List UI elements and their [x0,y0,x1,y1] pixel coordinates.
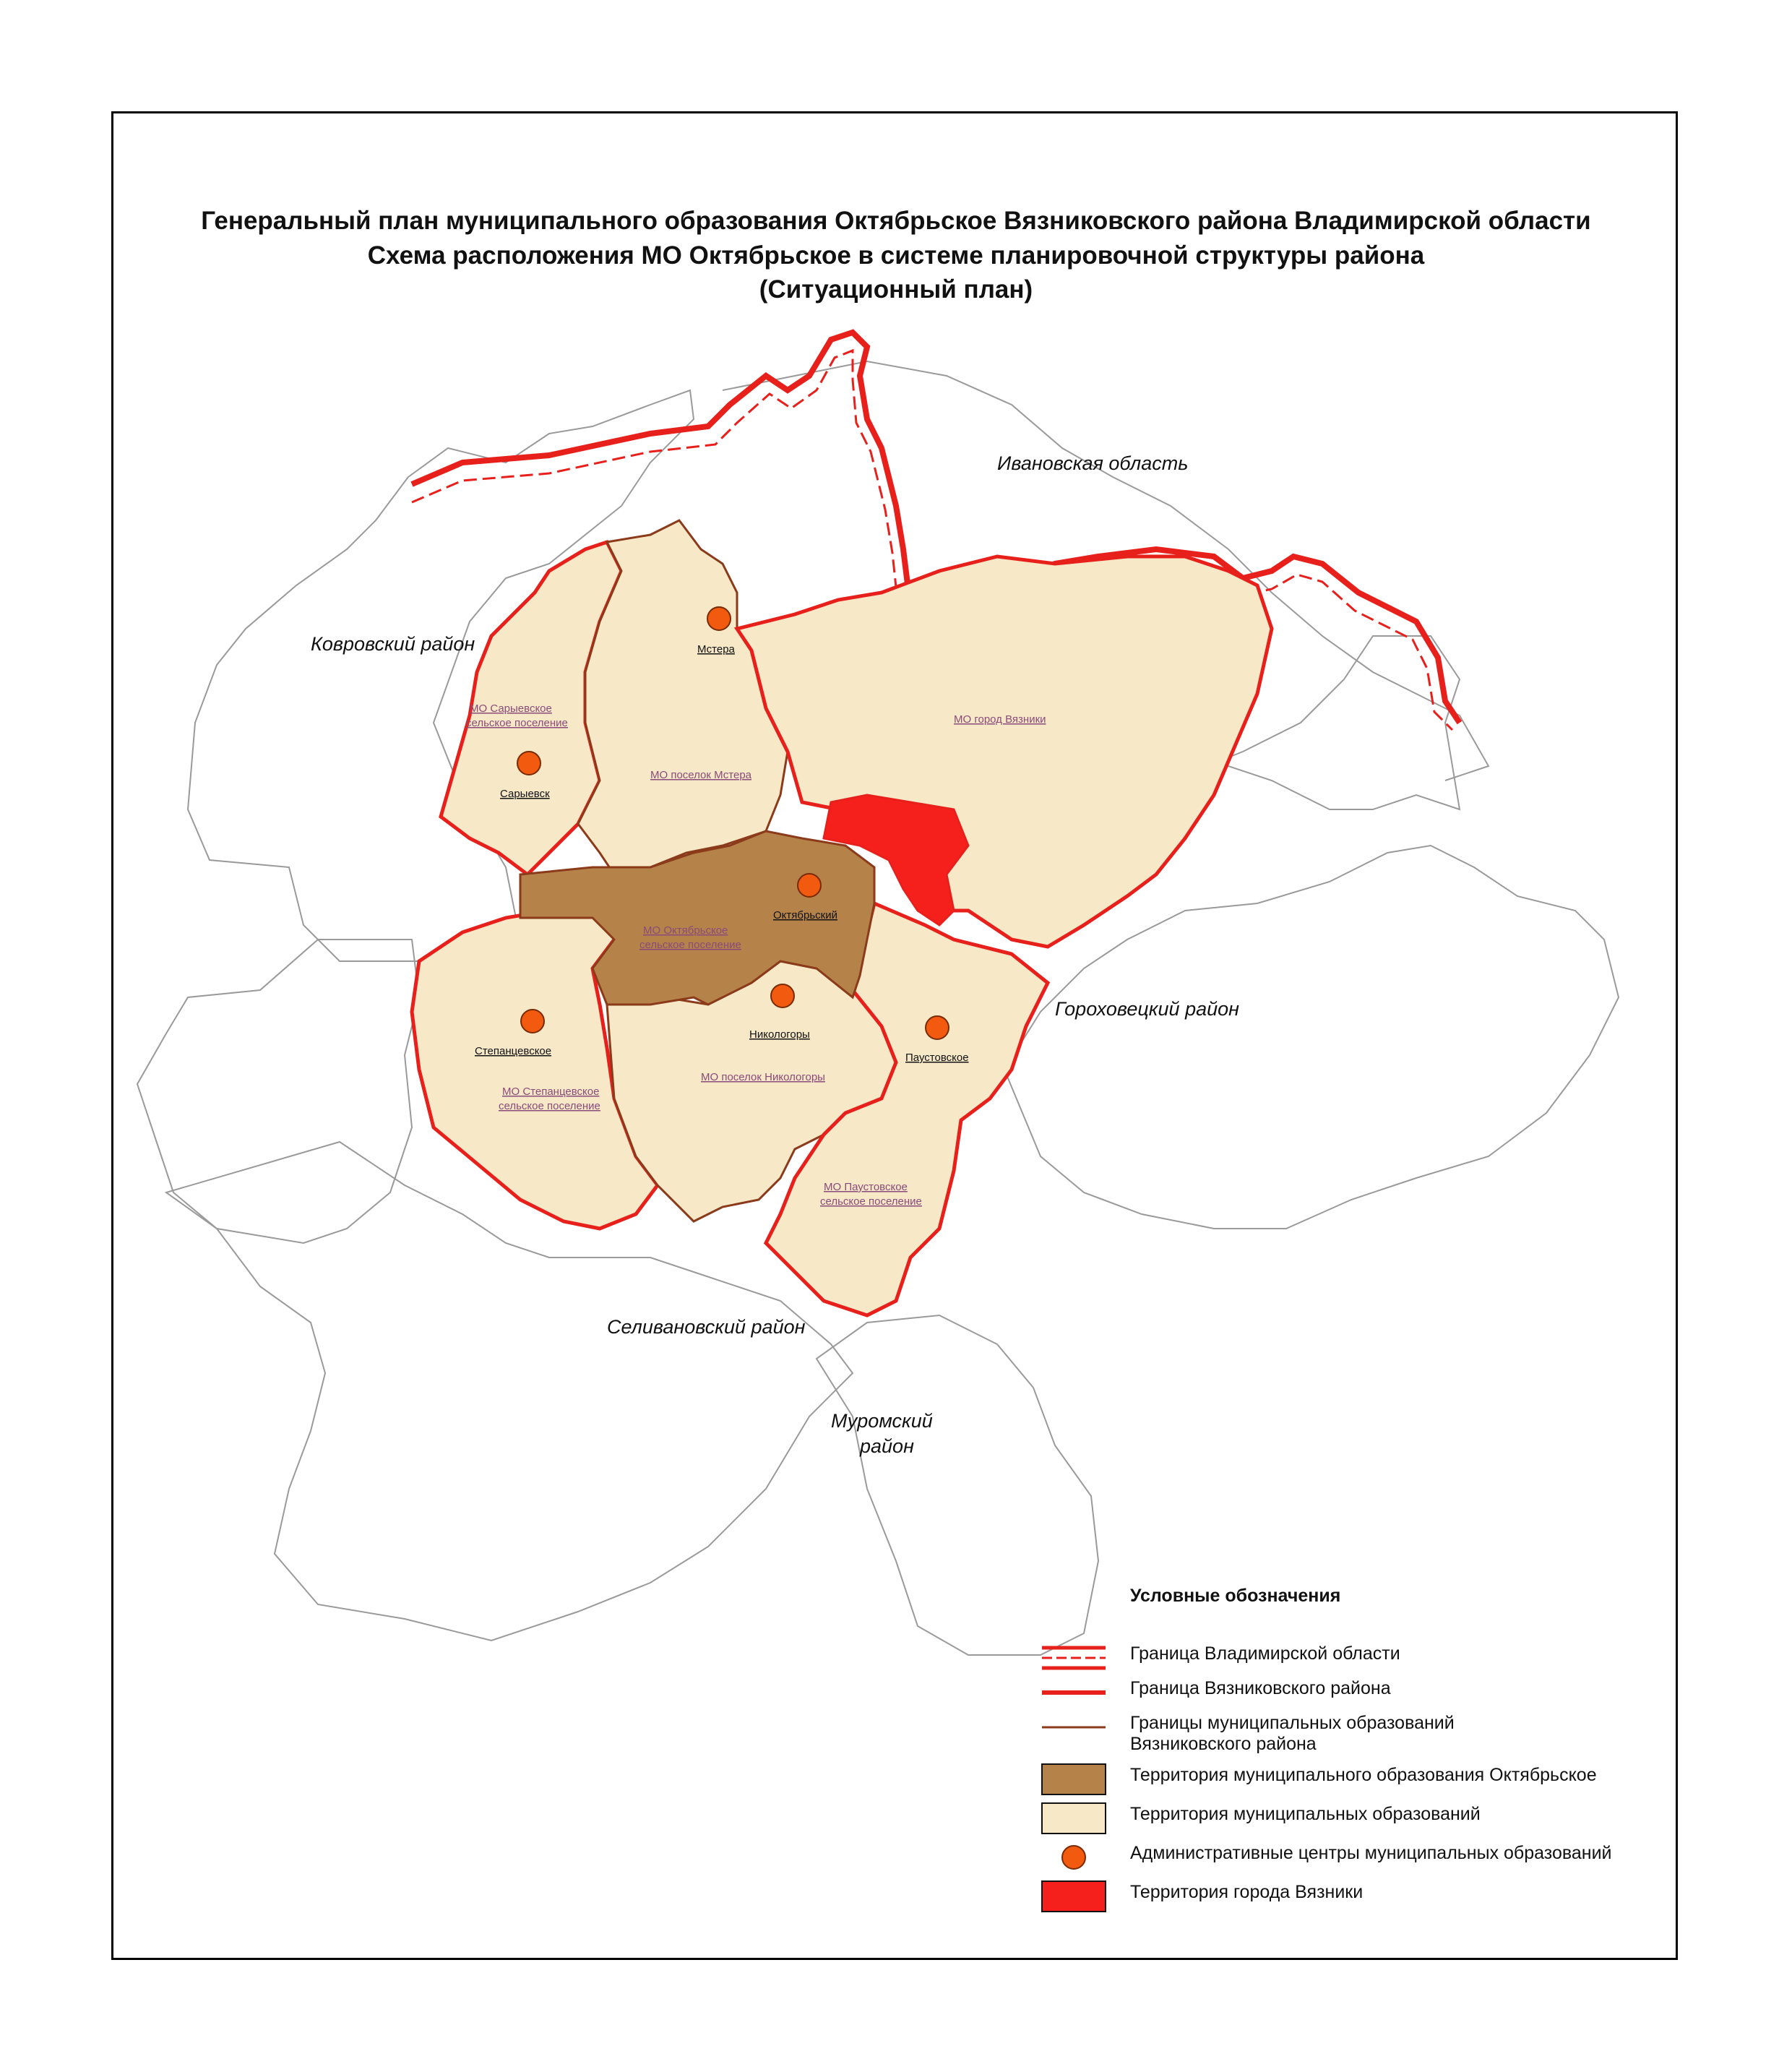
legend-item-vyazniki-city [1041,1879,1676,1914]
legend-label-vyazniki-city: Территория города Вязники [1130,1882,1364,1902]
center-marker-mstera [707,607,731,630]
legend-title: Условные обозначения [1130,1586,1341,1606]
label-mo-paustovo-1: МО Паустовское [824,1181,908,1193]
legend-label-district-border: Граница Вязниковского района [1130,1678,1391,1698]
map-subtitle: Схема расположения МО Октябрьское в системе планировочной структуры района [367,241,1425,270]
center-marker-oktyabrsky [798,874,821,897]
label-mo-oktyabrskoe-2: сельское поселение [639,939,741,951]
label-selivanovo: Селивановский район [607,1316,806,1338]
label-mo-oktyabrskoe-1: МО Октябрьское [643,924,728,937]
map-subtitle-2: (Ситуационный план) [759,275,1033,304]
legend-mo-border-icon [1041,1710,1107,1745]
legend-item-admin-centers [1041,1840,1676,1875]
label-mo-paustovo-2: сельское поселение [820,1195,922,1208]
legend-oblast-border-icon [1041,1641,1107,1675]
label-ivanovo: Ивановская область [997,452,1189,474]
legend-label-mo-border: Границы муниципальных образований Вязниковского района [1130,1713,1455,1754]
label-mo-sarievskoe-2: сельское поселение [466,717,568,729]
label-mo-vyazniki: МО город Вязники [954,713,1046,726]
legend-mo-territory-icon [1041,1801,1107,1836]
center-label-mstera: Мстера [697,643,735,655]
label-kovrov: Ковровский район [311,633,475,655]
legend-vyazniki-city-icon [1041,1879,1107,1914]
center-marker-stepantsevskoe [521,1010,544,1033]
label-mo-nikologory: МО поселок Никологоры [701,1071,825,1083]
center-marker-sarievsk [517,752,540,775]
legend-label-oblast-border: Граница Владимирской области [1130,1643,1400,1664]
label-mo-stepantsevo-2: сельское поселение [499,1100,600,1112]
label-mo-mstera: МО поселок Мстера [650,769,752,781]
legend-item-mo-territory [1041,1801,1676,1836]
legend-item-oktyabrskoe [1041,1762,1676,1797]
legend-oktyabrskoe-icon [1041,1762,1107,1797]
legend-item-district-border [1041,1675,1676,1710]
legend-item-mo-border [1041,1710,1676,1761]
center-label-stepantsevskoe: Степанцевское [475,1045,552,1057]
label-mo-sarievskoe-1: МО Сарыевское [470,702,552,715]
legend-district-border-icon [1041,1675,1107,1710]
label-mo-stepantsevo-1: МО Степанцевское [502,1086,600,1098]
label-murom-2: район [860,1435,914,1457]
legend-item-oblast-border [1041,1641,1676,1675]
center-marker-nikologory [771,984,794,1007]
center-label-nikologory: Никологоры [749,1028,810,1041]
center-marker-paustovskoe [926,1016,949,1039]
legend-label-mo-territory: Территория муниципальных образований [1130,1804,1481,1824]
center-label-sarievsk: Сарыевск [500,788,550,800]
legend-label-oktyabrskoe: Территория муниципального образования Октябрьское [1130,1765,1597,1785]
label-gorokhovets: Гороховецкий район [1055,998,1239,1020]
map-title: Генеральный план муниципального образования Октябрьское Вязниковского района Владимирской области [201,207,1591,235]
legend-label-admin-centers: Административные центры муниципальных образований [1130,1843,1612,1863]
label-murom-1: Муромский [831,1410,933,1432]
center-label-oktyabrsky: Октябрьский [773,909,837,921]
legend-admin-center-icon [1041,1840,1107,1875]
center-label-paustovskoe: Паустовское [905,1052,969,1064]
